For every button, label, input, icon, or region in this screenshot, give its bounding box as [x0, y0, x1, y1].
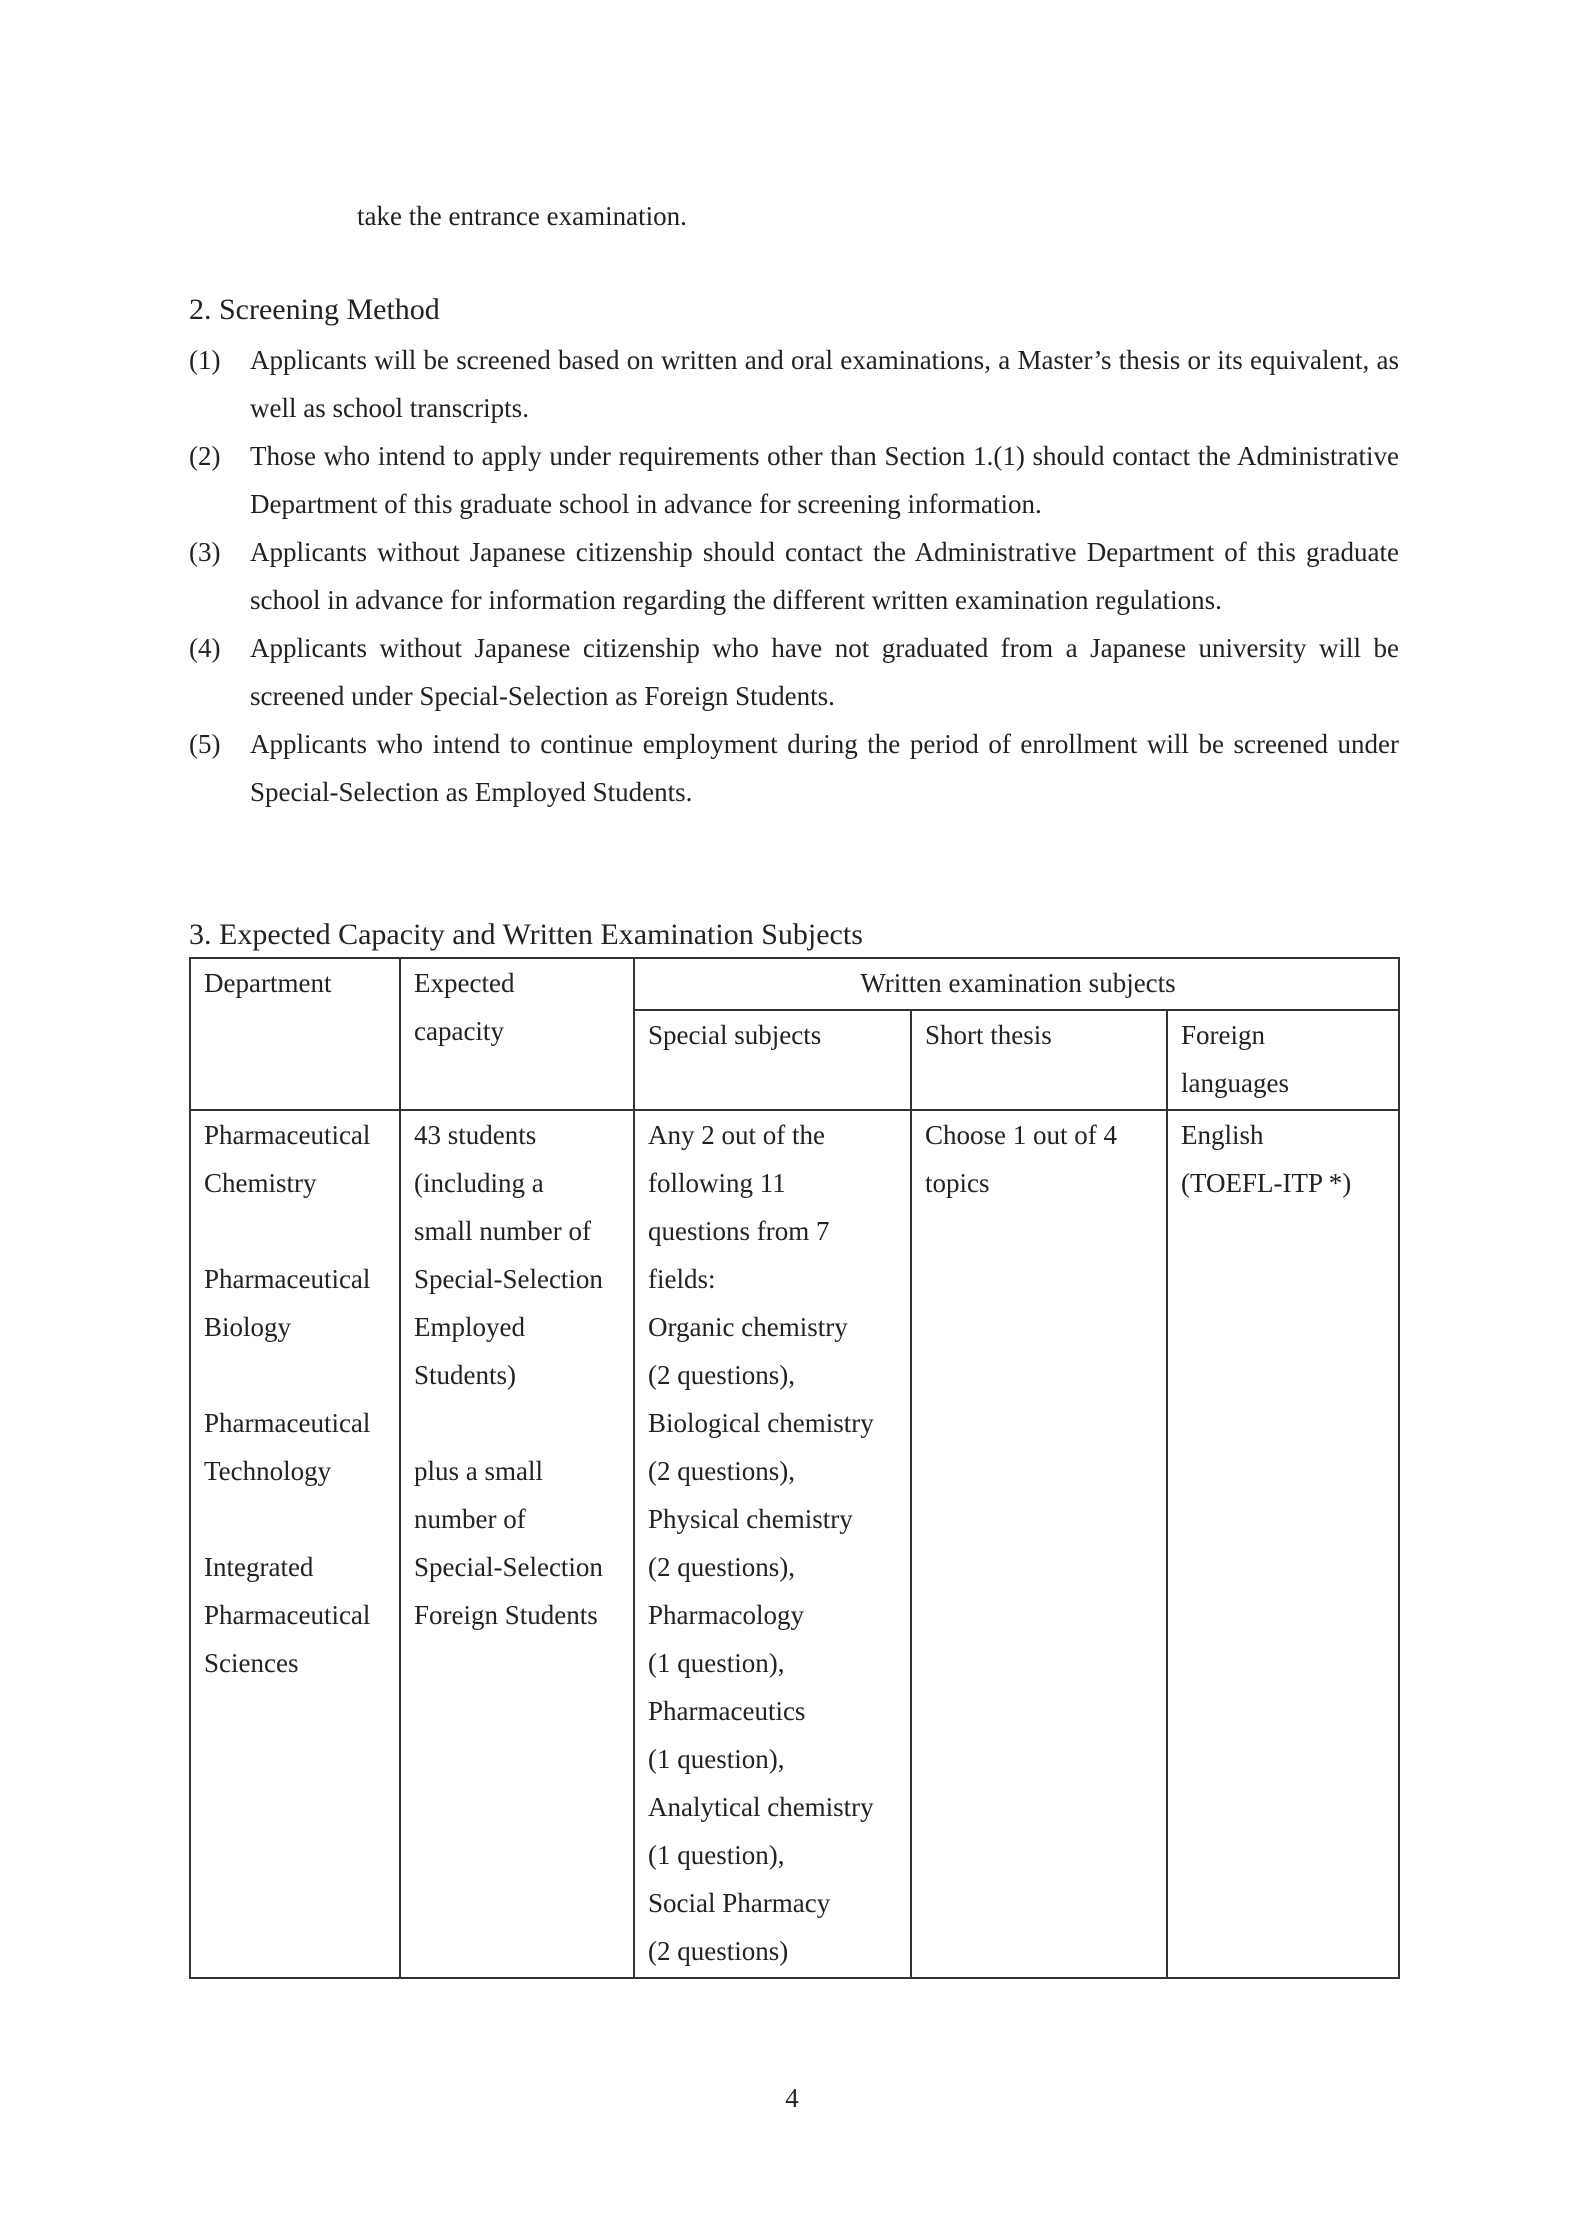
- item-text: Applicants who intend to continue employment during the period of enrollment will be screened under Special-Selection as Employed Students.: [250, 729, 1399, 807]
- header-written-examination-subjects: Written examination subjects: [634, 958, 1399, 1010]
- item-text: Those who intend to apply under requirements other than Section 1.(1) should contact the Administrative Department of this graduate school in advance for screening information.: [250, 441, 1399, 519]
- header-department: Department: [190, 958, 400, 1110]
- screening-method-heading: 2. Screening Method: [189, 293, 440, 326]
- list-item: [189, 432, 1399, 528]
- cell-departments: Pharmaceutical Chemistry Pharmaceutical Biology Pharmaceutical Technology Integrated Pharmaceutical Sciences: [190, 1110, 400, 1978]
- page-number: 4: [785, 2083, 799, 2113]
- table-row: [190, 1110, 1399, 1978]
- header-expected-capacity: Expected capacity: [400, 958, 634, 1110]
- list-item: [189, 336, 1399, 432]
- table-header-row: [190, 958, 1399, 1010]
- item-number: (2): [189, 441, 221, 471]
- header-special-subjects: Special subjects: [634, 1010, 911, 1110]
- header-foreign-languages: Foreign languages: [1167, 1010, 1399, 1110]
- item-number: (4): [189, 633, 221, 663]
- item-number: (3): [189, 537, 221, 567]
- header-short-thesis: Short thesis: [911, 1010, 1167, 1110]
- continuation-line: take the entrance examination.: [357, 201, 687, 231]
- list-item: [189, 624, 1399, 720]
- capacity-subjects-heading: 3. Expected Capacity and Written Examination Subjects: [189, 918, 863, 951]
- cell-short-thesis: Choose 1 out of 4 topics: [911, 1110, 1167, 1978]
- cell-capacity: 43 students (including a small number of Special-Selection Employed Students) plus a small number of Special-Selection Foreign Students: [400, 1110, 634, 1978]
- screening-method-list: [189, 336, 1399, 816]
- item-number: (5): [189, 729, 221, 759]
- item-text: Applicants will be screened based on written and oral examinations, a Master’s thesis or its equivalent, as well as school transcripts.: [250, 345, 1399, 423]
- item-text: Applicants without Japanese citizenship who have not graduated from a Japanese university will be screened under Special-Selection as Foreign Students.: [250, 633, 1399, 711]
- capacity-subjects-table: [189, 957, 1400, 1979]
- cell-special-subjects: Any 2 out of the following 11 questions from 7 fields: Organic chemistry (2 questions), Biological chemistry (2 questions), Physical chemistry (2 questions), Pharmacology (1 question), Pharmaceutics (1 question), Analytical chemistry (1 question), Social Pharmacy (2 questions): [634, 1110, 911, 1978]
- item-number: (1): [189, 345, 221, 375]
- cell-foreign-languages: English (TOEFL-ITP *): [1167, 1110, 1399, 1978]
- list-item: [189, 720, 1399, 816]
- list-item: [189, 528, 1399, 624]
- item-text: Applicants without Japanese citizenship should contact the Administrative Department of this graduate school in advance for information regarding the different written examination regulations.: [250, 537, 1399, 615]
